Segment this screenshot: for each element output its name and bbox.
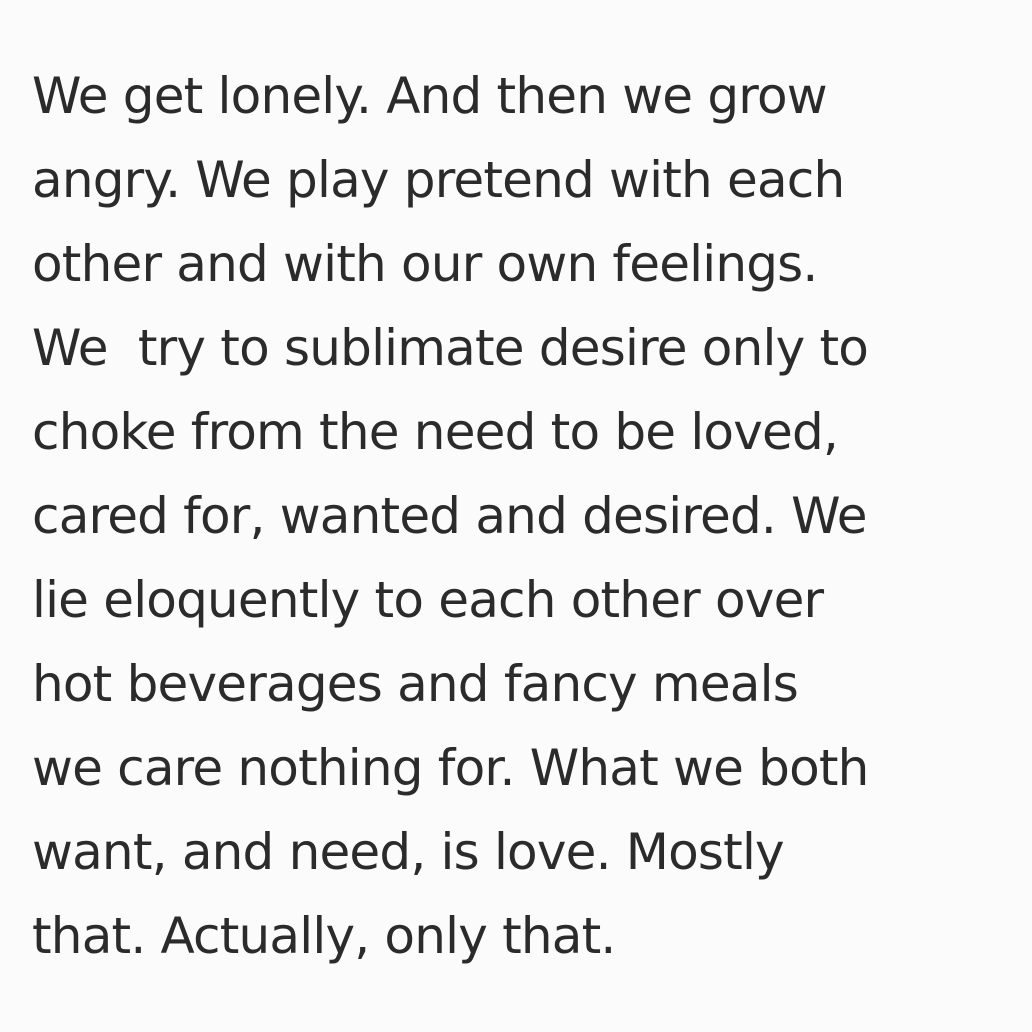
quote-text-block [32, 54, 869, 978]
quote-line: lie eloquently to each other over [32, 571, 824, 629]
quote-line: cared for, wanted and desired. We [32, 487, 867, 545]
quote-line: that. Actually, only that. [32, 907, 616, 965]
quote-line: choke from the need to be loved, [32, 403, 838, 461]
quote-line: other and with our own feelings. [32, 235, 818, 293]
quote-line: We get lonely. And then we grow [32, 67, 827, 125]
quote-line: angry. We play pretend with each [32, 151, 845, 209]
quote-line: want, and need, is love. Mostly [32, 823, 784, 881]
quote-line: we care nothing for. What we both [32, 739, 869, 797]
quote-line: hot beverages and fancy meals [32, 655, 798, 713]
quote-line: We try to sublimate desire only to [32, 319, 869, 377]
